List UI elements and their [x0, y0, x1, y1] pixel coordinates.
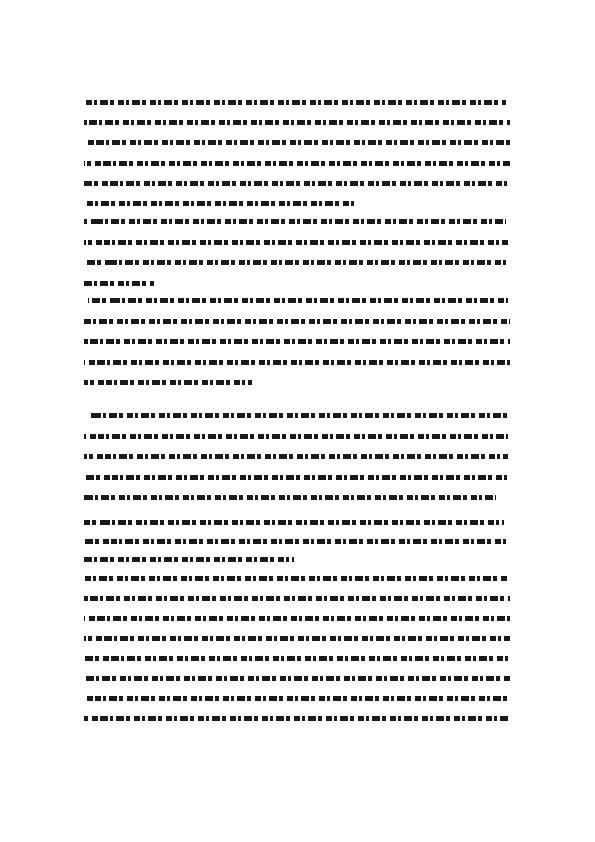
text-line	[84, 140, 510, 145]
text-line	[88, 413, 508, 418]
text-line	[84, 696, 508, 701]
text-line	[84, 319, 510, 324]
text-line	[84, 520, 504, 525]
text-line	[84, 201, 354, 206]
text-line	[84, 557, 294, 562]
text-line	[84, 281, 154, 286]
text-line	[84, 339, 510, 344]
text-line	[84, 181, 510, 186]
text-line	[84, 454, 508, 459]
text-line	[84, 716, 510, 721]
text-line	[84, 636, 510, 641]
text-line	[84, 495, 496, 500]
text-line	[84, 240, 508, 245]
text-line	[84, 161, 510, 166]
text-line	[84, 380, 252, 385]
text-line	[84, 676, 510, 681]
text-line	[84, 475, 508, 480]
text-line	[84, 260, 506, 265]
text-line	[84, 596, 510, 601]
text-line	[84, 360, 510, 365]
text-line	[86, 100, 506, 105]
text-line	[84, 576, 508, 581]
text-line	[88, 298, 508, 303]
text-line	[84, 219, 506, 224]
text-line	[84, 616, 510, 621]
text-line	[84, 434, 508, 439]
text-line	[84, 656, 510, 661]
text-line	[84, 120, 510, 125]
text-line	[84, 539, 508, 544]
